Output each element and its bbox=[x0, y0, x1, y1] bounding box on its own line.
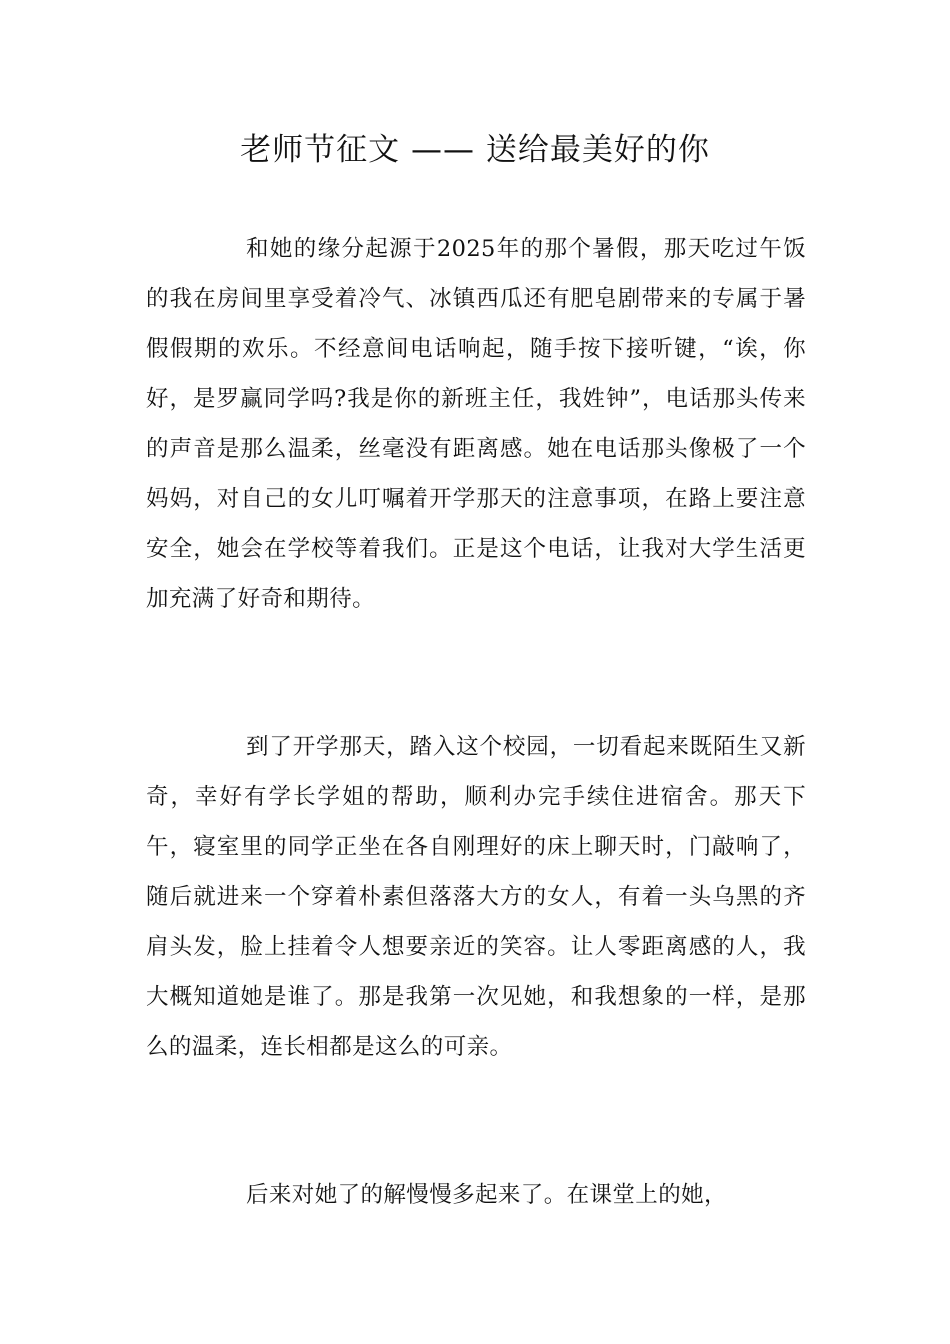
paragraph-text: 后来对她了的解慢慢多起来了。在课堂上的她， bbox=[246, 1182, 727, 1208]
paragraph-text: 和她的缘分起源于2025年的那个暑假，那天吃过午饭的我在房间里享受着冷气、冰镇西瓜还有肥皂剧带来的专属于暑假假期的欢乐。不经意间电话响起，随手按下接听键，“诶，你好，是罗赢同学吗?我是你的新班主任，我姓钟”，电话那头传来的声音是那么温柔，丝毫没有距离感。她在电话那头像极了一个妈妈，对自己的女儿叮嘱着开学那天的注意事项，在路上要注意安全，她会在学校等着我们。正是这个电话，让我对大学生活更加充满了好奇和期待。 bbox=[146, 236, 806, 612]
paragraph-3 bbox=[146, 1170, 806, 1220]
paragraph-1 bbox=[146, 224, 806, 624]
document-title: 老师节征文 —— 送给最美好的你 bbox=[240, 132, 710, 168]
paragraph-text: 到了开学那天，踏入这个校园，一切看起来既陌生又新奇，幸好有学长学姐的帮助，顺利办完手续住进宿舍。那天下午，寝室里的同学正坐在各自刚理好的床上聊天时，门敲响了，随后就进来一个穿着朴素但落落大方的女人，有着一头乌黑的齐肩头发，脸上挂着令人想要亲近的笑容。让人零距离感的人，我大概知道她是谁了。那是我第一次见她，和我想象的一样，是那么的温柔，连长相都是这么的可亲。 bbox=[146, 734, 806, 1060]
paragraph-2 bbox=[146, 722, 806, 1072]
